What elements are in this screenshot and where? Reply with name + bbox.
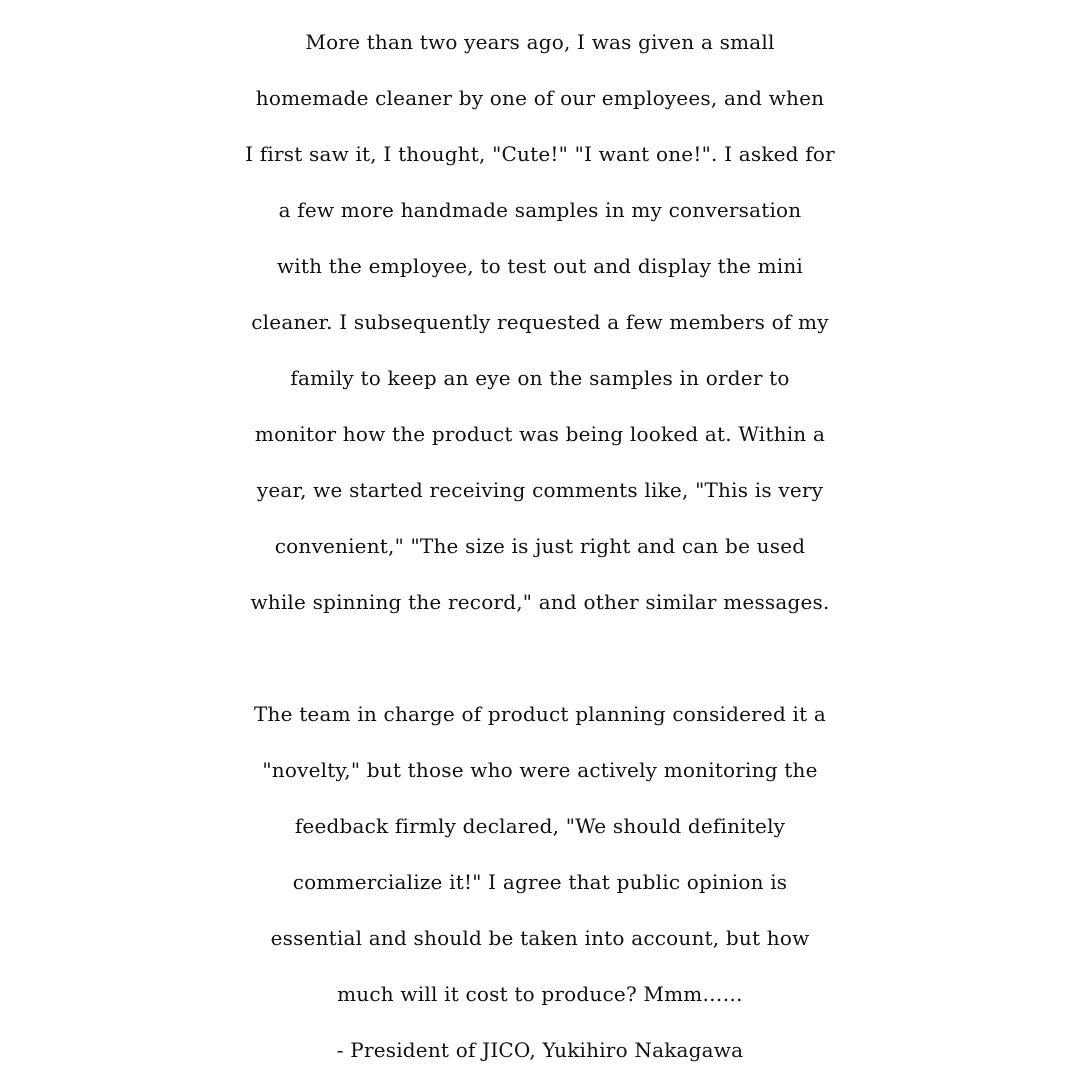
paragraph-1-line: while spinning the record," and other similar messages. [250,590,830,614]
paragraph-1-line: More than two years ago, I was given a small [305,30,775,54]
paragraph-2-line: commercialize it!" I agree that public opinion is [292,870,788,894]
paragraph-2-line: The team in charge of product planning considered it a [253,702,827,726]
paragraph-1-line: monitor how the product was being looked at. Within a [254,422,826,446]
paragraph-2-line: much will it cost to produce? Mmm…… [337,982,743,1006]
paragraph-1-line: family to keep an eye on the samples in order to [290,366,790,390]
attribution: - President of JICO, Yukihiro Nakagawa [336,1038,744,1062]
paragraph-1-line: homemade cleaner by one of our employees, and when [255,86,825,110]
paragraph-1-line: year, we started receiving comments like, "This is very [256,478,824,502]
paragraph-2-line: essential and should be taken into account, but how [270,926,810,950]
paragraph-1-line: convenient," "The size is just right and can be used [274,534,806,558]
paragraph-1-line: a few more handmade samples in my conversation [278,198,802,222]
paragraph-2-line: "novelty," but those who were actively monitoring the [262,758,818,782]
paragraph-1-line: cleaner. I subsequently requested a few members of my [251,310,829,334]
paragraph-1-line: with the employee, to test out and display the mini [276,254,804,278]
paragraph-2-line: feedback firmly declared, "We should definitely [294,814,786,838]
paragraph-1-line: I first saw it, I thought, "Cute!" "I want one!". I asked for [245,142,835,166]
